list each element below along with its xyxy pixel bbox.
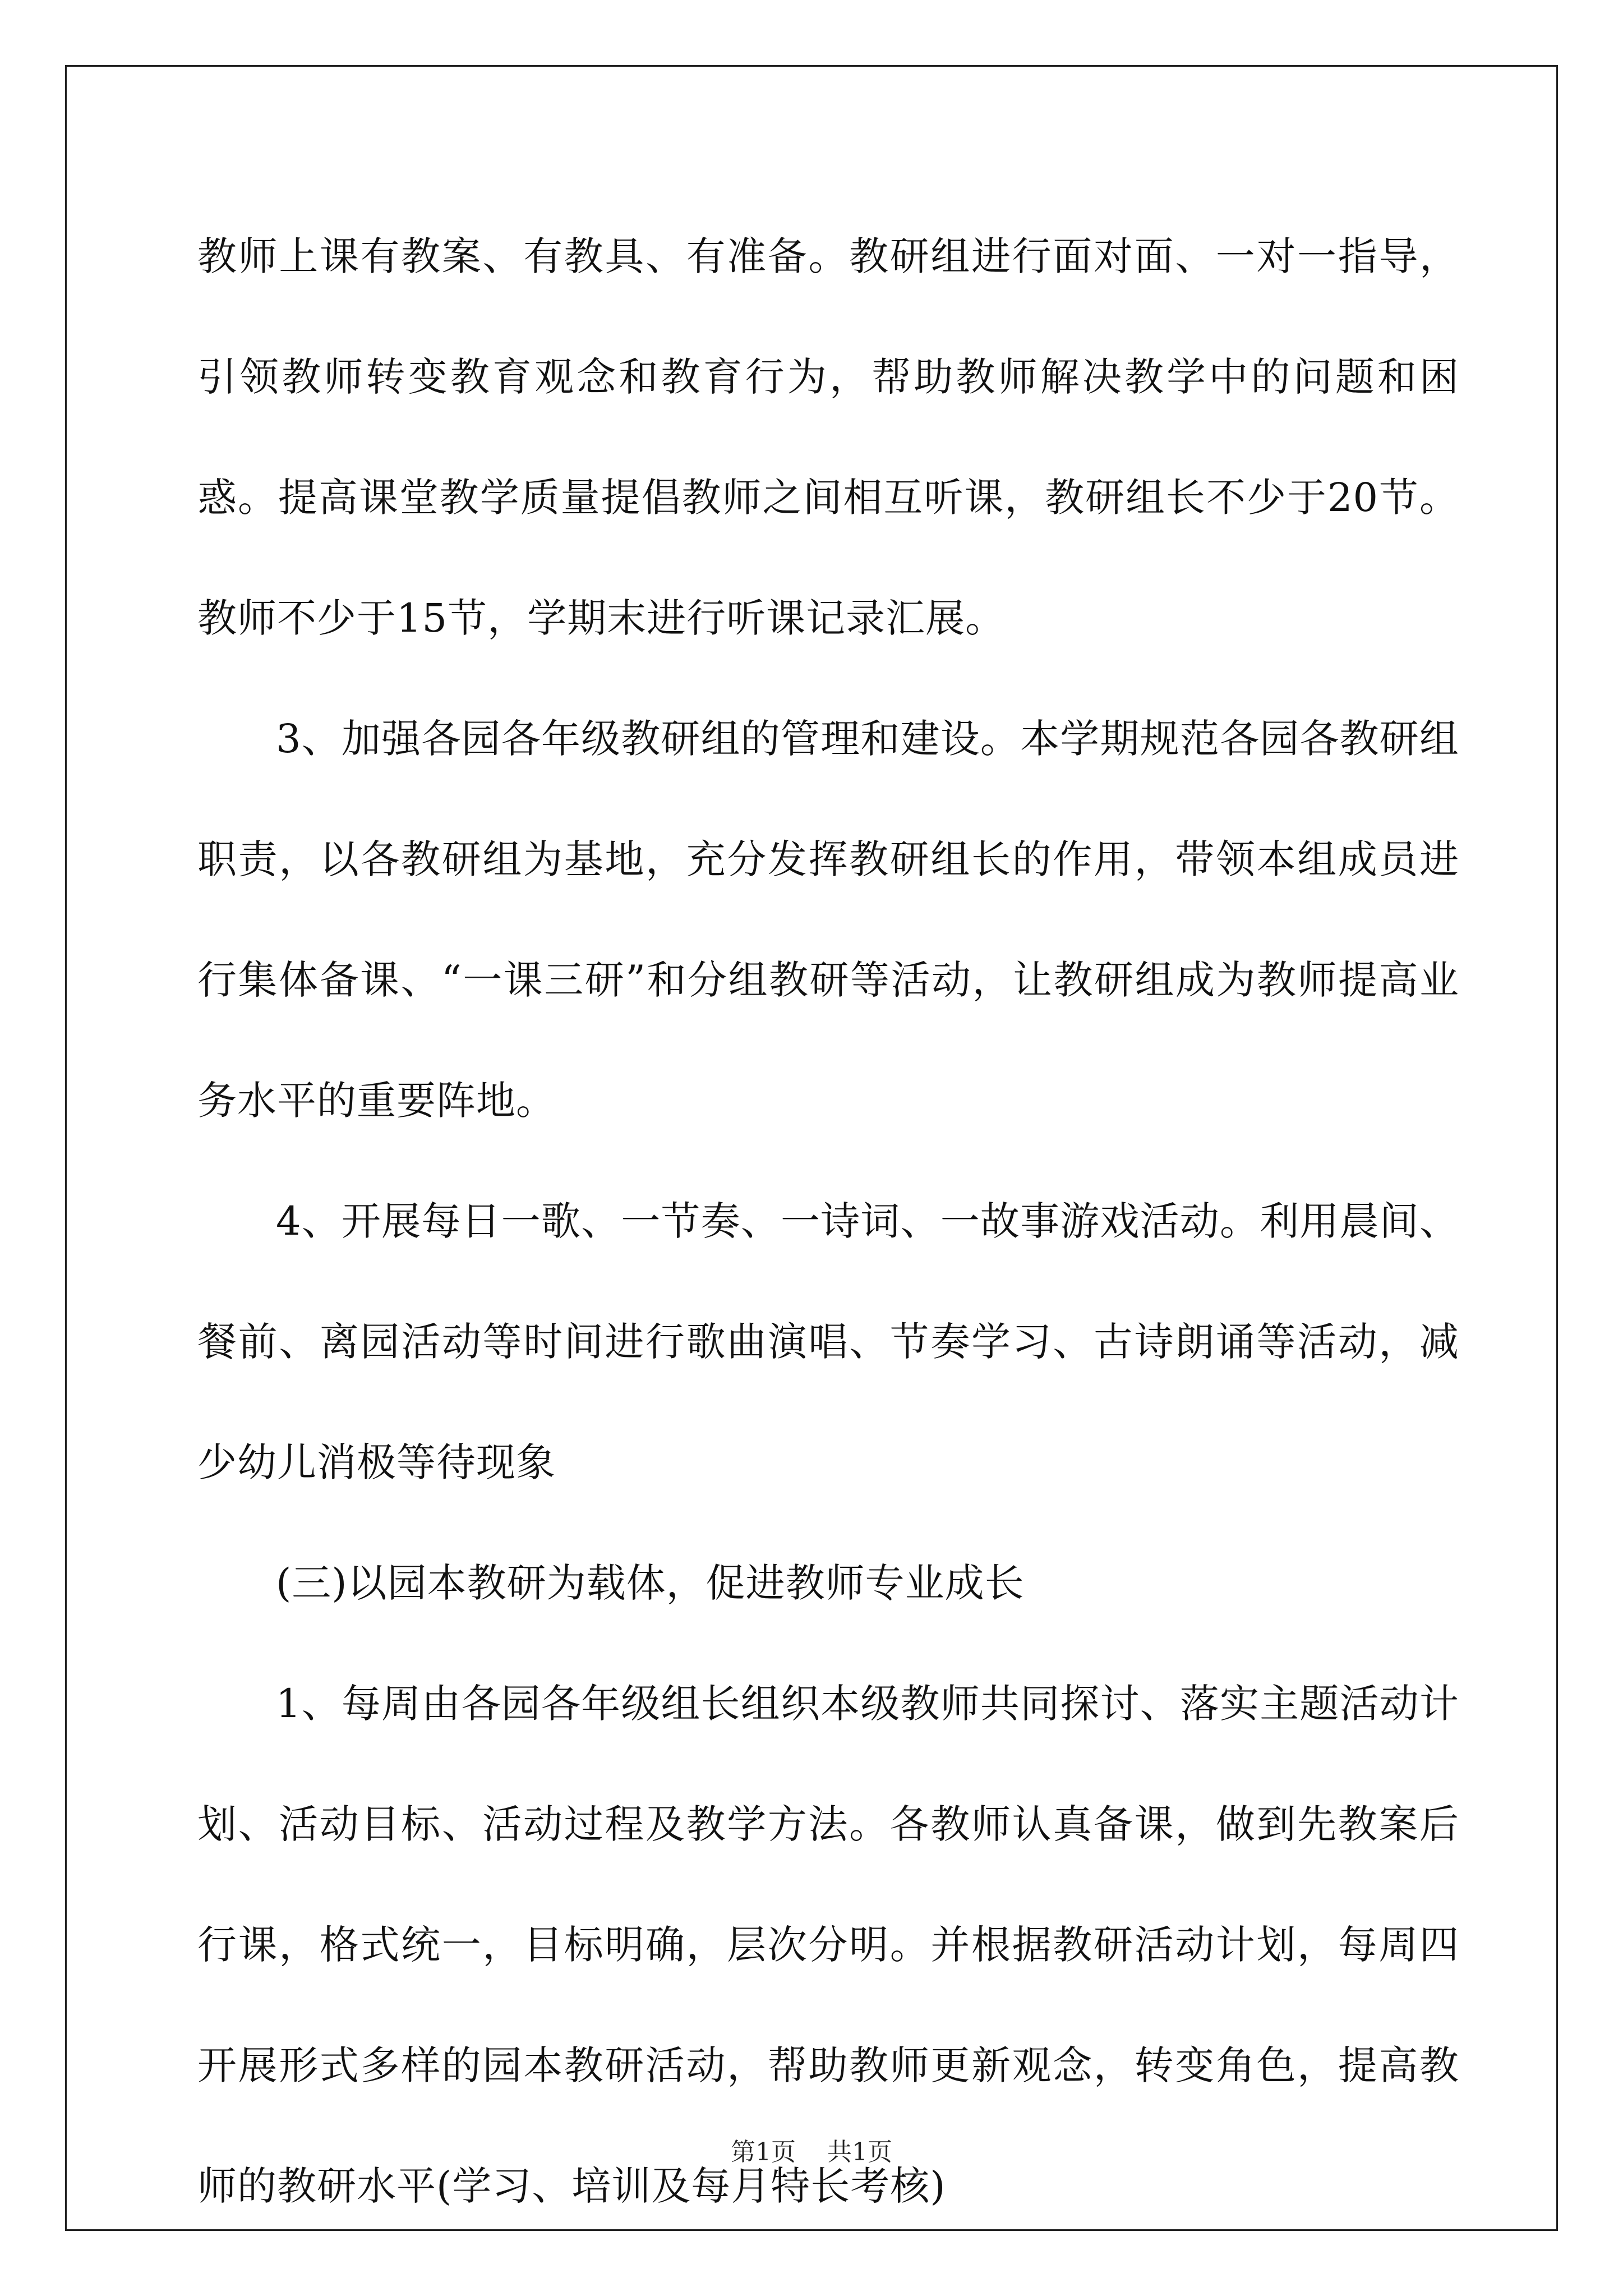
paragraph-item-1: 1、每周由各园各年级组长组织本级教师共同探讨、落实主题活动计划、活动目标、活动过程及教学方法。各教师认真备课，做到先教案后行课，格式统一，目标明确，层次分明。并根据教研活动计划，每周四开展形式多样的园本教研活动，帮助教师更新观念，转变角色，提高教师的教研水平(学习、培训及每月特长考核) bbox=[197, 1681, 1459, 2209]
paragraph-item-4: 4、开展每日一歌、一节奏、一诗词、一故事游戏活动。利用晨间、餐前、离园活动等时间进行歌曲演唱、节奏学习、古诗朗诵等活动，减少幼儿消极等待现象 bbox=[197, 1198, 1459, 1485]
page-number-total: 共1页 bbox=[827, 2138, 892, 2166]
paragraph-item-3: 3、加强各园各年级教研组的管理和建设。本学期规范各园各教研组职责，以各教研组为基地，充分发挥教研组长的作用，带领本组成员进行集体备课、“一课三研”和分组教研等活动，让教研组成为教师提高业务水平的重要阵地。 bbox=[197, 716, 1459, 1124]
paragraph-continuation: 教师上课有教案、有教具、有准备。教研组进行面对面、一对一指导，引领教师转变教育观念和教育行为，帮助教师解决教学中的问题和困惑。提高课堂教学质量提倡教师之间相互听课，教研组长不少于20节。教师不少于15节，学期末进行听课记录汇展。 bbox=[197, 233, 1459, 641]
section-heading: (三)以园本教研为载体，促进教师专业成长 bbox=[276, 1560, 1025, 1606]
page-number-current: 第1页 bbox=[731, 2138, 796, 2166]
page-footer bbox=[0, 2132, 1623, 2168]
document-body bbox=[197, 196, 1459, 2247]
